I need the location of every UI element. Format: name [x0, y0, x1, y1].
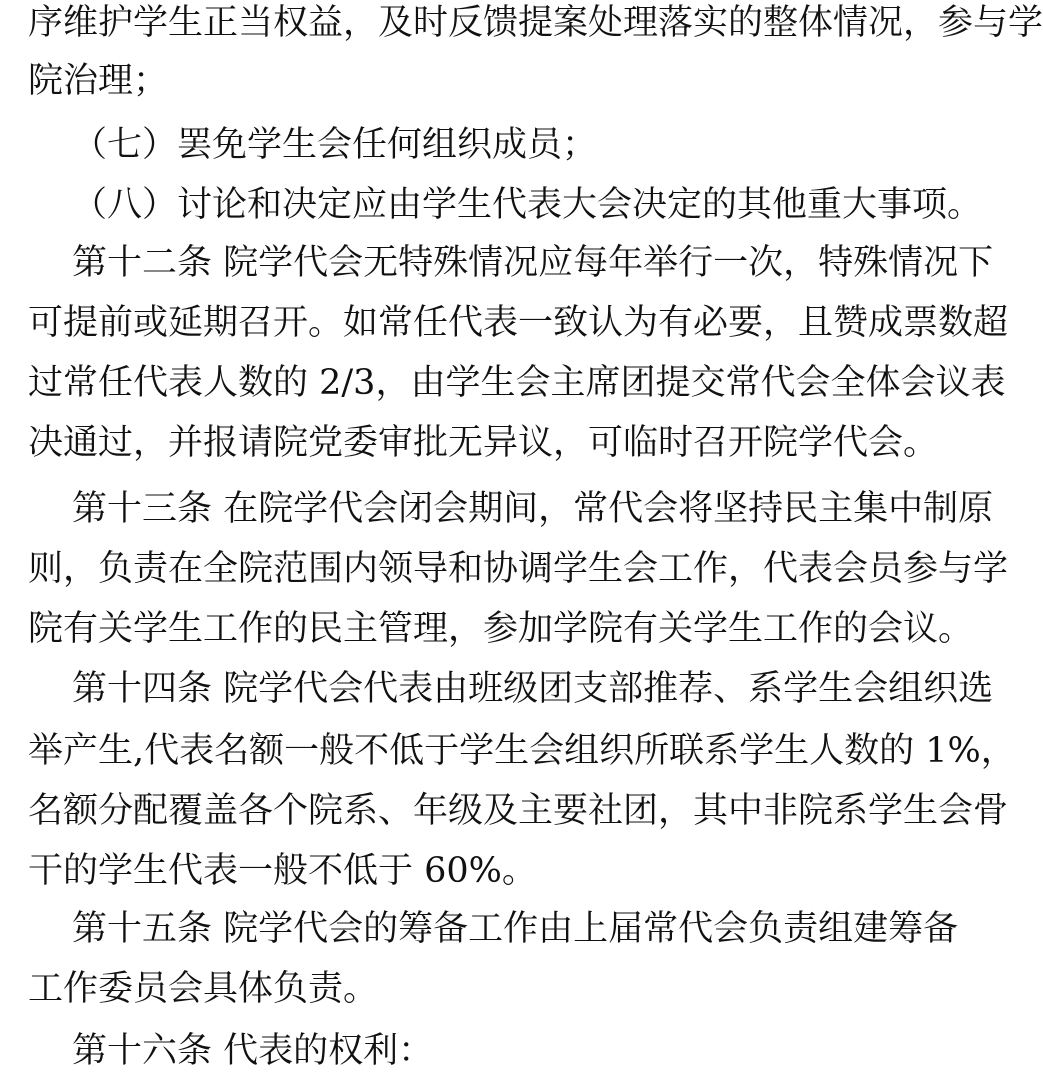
article-sixteen-heading: 第十六条 代表的权利：	[72, 1031, 434, 1071]
article-twelve-line-4: 决通过，并报请院党委审批无异议，可临时召开院学代会。	[28, 423, 939, 463]
article-thirteen-line-2: 则，负责在全院范围内领导和协调学生会工作，代表会员参与学	[28, 549, 1009, 589]
article-fifteen-line-2: 工作委员会具体负责。	[28, 969, 379, 1009]
article-thirteen-line-1: 第十三条 在院学代会闭会期间，常代会将坚持民主集中制原	[72, 489, 994, 529]
clause-seven: （七）罢免学生会任何组织成员；	[72, 125, 598, 165]
article-fifteen-line-1: 第十五条 院学代会的筹备工作由上届常代会负责组建筹备	[72, 909, 959, 949]
article-fourteen-line-1: 第十四条 院学代会代表由班级团支部推荐、系学生会组织选	[72, 669, 994, 709]
article-thirteen-line-3: 院有关学生工作的民主管理，参加学院有关学生工作的会议。	[28, 609, 974, 649]
paragraph-line-2: 院治理；	[28, 61, 169, 101]
article-fourteen-line-2: 举产生,代表名额一般不低于学生会组织所联系学生人数的 1%，	[28, 731, 1016, 771]
article-fourteen-line-3: 名额分配覆盖各个院系、年级及主要社团，其中非院系学生会骨	[28, 791, 1009, 831]
paragraph-line-1: 序维护学生正当权益，及时反馈提案处理落实的整体情况，参与学	[28, 3, 1043, 43]
article-twelve-line-2: 可提前或延期召开。如常任代表一致认为有必要，且赞成票数超	[28, 303, 1009, 343]
article-twelve-line-3: 过常任代表人数的 2/3，由学生会主席团提交常代会全体会议表	[28, 363, 1006, 403]
article-fourteen-line-4: 干的学生代表一般不低于 60%。	[28, 851, 537, 891]
article-twelve-line-1: 第十二条 院学代会无特殊情况应每年举行一次，特殊情况下	[72, 243, 994, 283]
clause-eight: （八）讨论和决定应由学生代表大会决定的其他重大事项。	[72, 185, 983, 225]
